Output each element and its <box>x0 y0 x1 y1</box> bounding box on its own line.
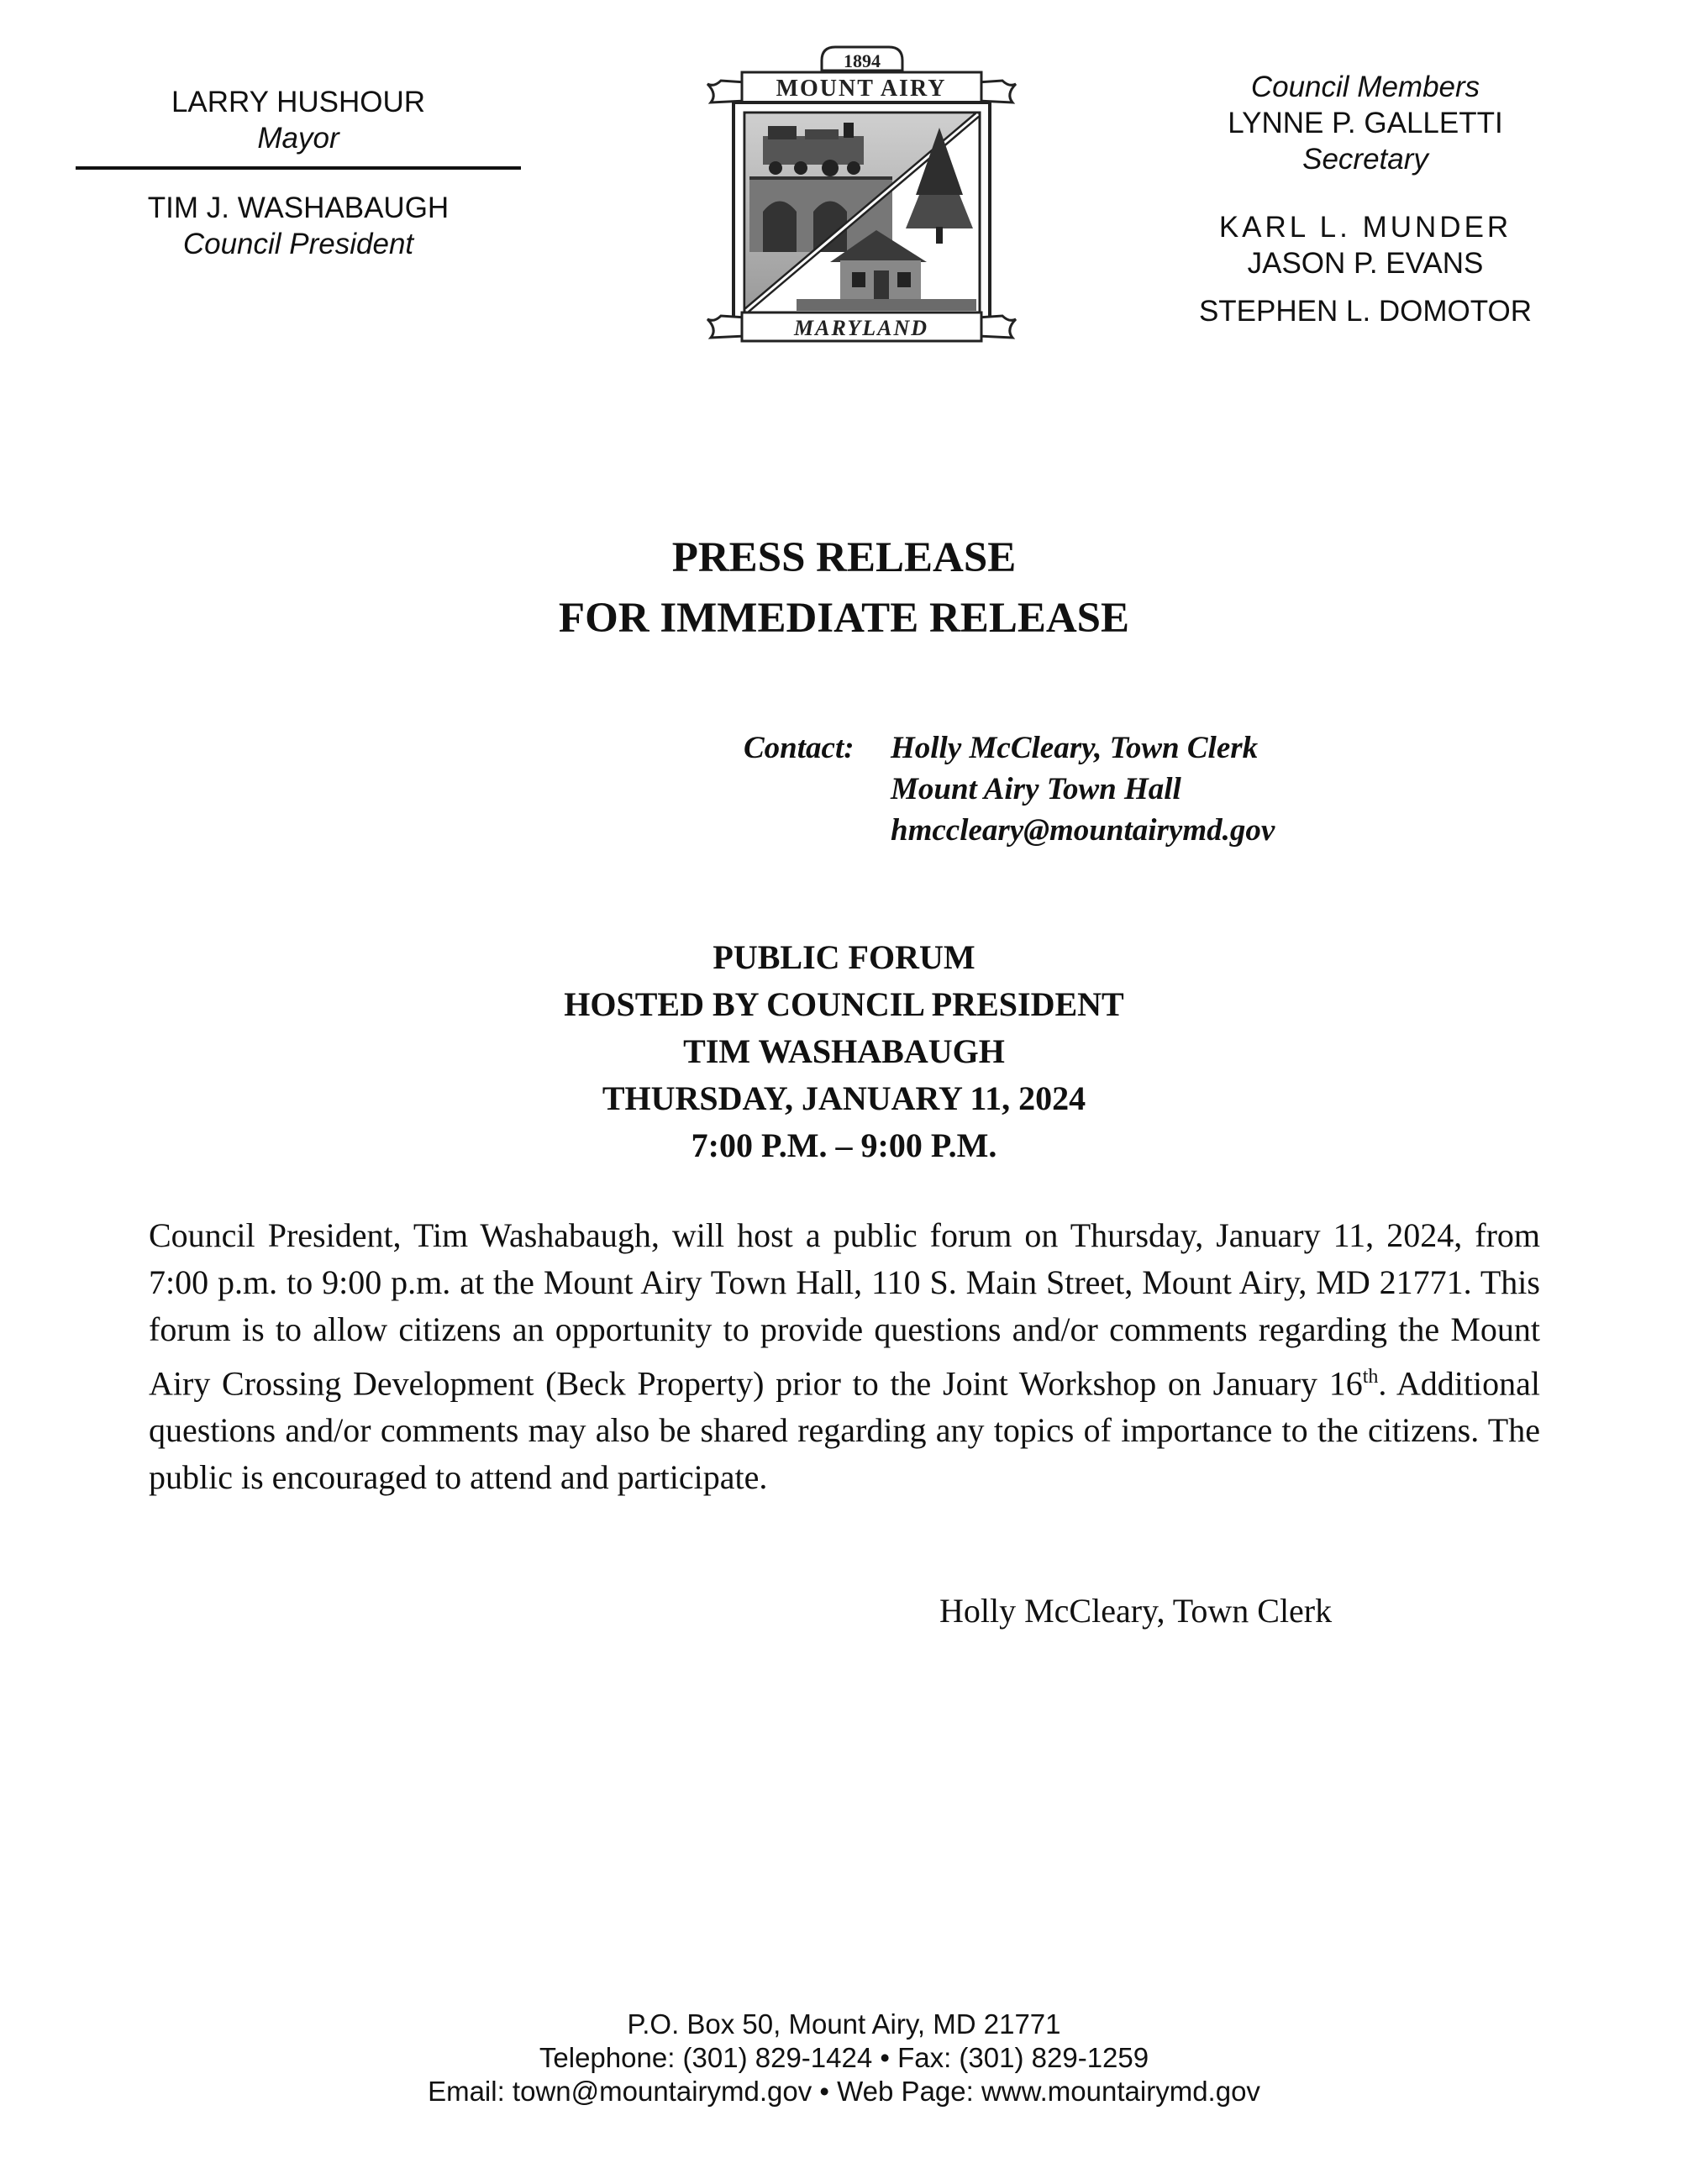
title-line: FOR IMMEDIATE RELEASE <box>558 595 1130 642</box>
event-line: HOSTED BY COUNCIL PRESIDENT <box>564 985 1124 1023</box>
seal-bottom-text: MARYLAND <box>794 316 928 340</box>
footer <box>0 2008 1688 2108</box>
event-line: TIM WASHABAUGH <box>683 1032 1005 1070</box>
event-line: THURSDAY, JANUARY 11, 2024 <box>602 1079 1086 1117</box>
council-president-title: Council President <box>182 228 414 260</box>
council-members-heading: Council Members <box>1250 71 1480 103</box>
event-heading <box>0 934 1688 1169</box>
body-text-part: Council President, Tim Washabaugh, will host a public forum on Thursday, January 11, 2024, from 7:00 p.m. to 9:00 p.m. at the Mount Airy Town Hall, 110 S. Main Street, Mount Airy, MD 21771. This forum is to allow citizens an opportunity to provide questions and/or comments regarding the Mount Airy Crossing Development (Beck Property) prior to the Joint Workshop on January 16 <box>149 1216 1540 1403</box>
contact-line: Holly McCleary, Town Clerk <box>891 731 1259 765</box>
council-member-name: STEPHEN L. DOMOTOR <box>1198 295 1533 328</box>
town-seal-logo <box>696 35 1028 350</box>
council-member-name: LYNNE P. GALLETTI <box>1228 107 1503 139</box>
press-release-title <box>0 528 1688 648</box>
council-president-name: TIM J. WASHABAUGH <box>147 192 450 224</box>
signature: Holly McCleary, Town Clerk <box>939 1592 1333 1630</box>
seal-year: 1894 <box>844 50 881 71</box>
body-paragraph <box>149 1212 1540 1501</box>
footer-address: P.O. Box 50, Mount Airy, MD 21771 <box>627 2008 1061 2040</box>
body-text-part: . Additional questions and/or comments may also be shared regarding any topics of importance to the citizens. The public is encouraged to attend and participate. <box>149 1364 1540 1497</box>
event-line: 7:00 P.M. – 9:00 P.M. <box>691 1126 997 1164</box>
mayor-name: LARRY HUSHOUR <box>171 86 426 118</box>
council-member-name: KARL L. MUNDER <box>1218 211 1512 244</box>
council-member-name: JASON P. EVANS <box>1247 247 1484 280</box>
contact-email: hmccleary@mountairymd.gov <box>891 813 1275 848</box>
footer-phone: Telephone: (301) 829-1424 • Fax: (301) 829-1259 <box>539 2042 1149 2073</box>
contact-label: Contact: <box>744 731 855 765</box>
mayor-block <box>76 84 521 156</box>
seal-top-text: MOUNT AIRY <box>776 76 947 102</box>
letterhead-divider <box>76 166 521 170</box>
contact-line: Mount Airy Town Hall <box>891 772 1181 806</box>
event-line: PUBLIC FORUM <box>713 938 975 976</box>
footer-web: Email: town@mountairymd.gov • Web Page: www.mountairymd.gov <box>428 2076 1260 2107</box>
title-line: PRESS RELEASE <box>671 534 1017 581</box>
body-superscript: th <box>1362 1366 1379 1388</box>
mayor-title: Mayor <box>257 122 339 155</box>
council-president-block <box>76 190 521 262</box>
council-member-role: Secretary <box>1302 143 1428 176</box>
council-members-block <box>1168 69 1563 329</box>
